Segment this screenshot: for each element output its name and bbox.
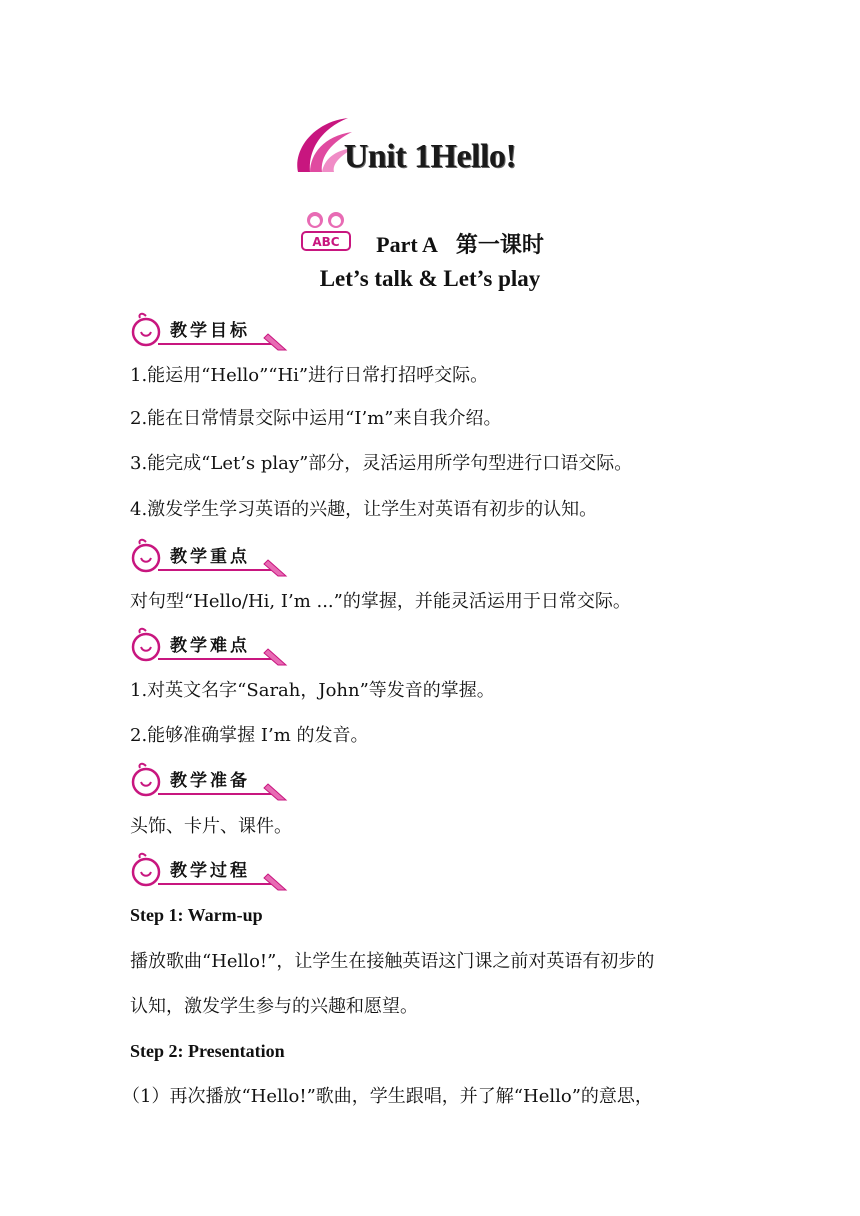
unit-title: [0, 138, 860, 176]
section-title: 教学重点: [170, 547, 250, 567]
objective-item: 2.能在日常情景交际中运用“I’m”来自我介绍。: [130, 408, 502, 429]
section-header-key-points: [128, 538, 290, 578]
section-title: 教学准备: [170, 771, 250, 791]
section-header-objectives: [128, 312, 290, 352]
svg-text:ABC: ABC: [312, 235, 340, 249]
section-title: 教学难点: [170, 636, 250, 656]
difficulty-item: 2.能够准确掌握 I’m 的发音。: [130, 725, 369, 746]
objective-item: 1.能运用“Hello”“Hi”进行日常打招呼交际。: [130, 365, 489, 386]
unit-label: Unit 1: [343, 138, 431, 175]
objective-item: 3.能完成“Let’s play”部分，灵活运用所学句型进行口语交际。: [130, 453, 633, 474]
part-heading: [0, 228, 860, 259]
difficulty-item: 1.对英文名字“Sarah，John”等发音的掌握。: [130, 680, 495, 701]
step-2-text: （1）再次播放“Hello!”歌曲，学生跟唱，并了解“Hello”的意思，: [122, 1086, 653, 1107]
section-header-preparation: [128, 762, 290, 802]
section-title: 教学目标: [170, 321, 250, 341]
step-1-text: 认知，激发学生参与的兴趣和愿望。: [130, 996, 418, 1017]
key-point-item: 对句型“Hello/Hi, I’m ...”的掌握，并能灵活运用于日常交际。: [130, 591, 631, 612]
unit-name: Hello!: [430, 138, 517, 175]
section-header-process: [128, 852, 290, 892]
lesson-label: 第一课时: [455, 233, 544, 258]
section-header-difficulties: [128, 627, 290, 667]
objective-item: 4.激发学生学习英语的兴趣，让学生对英语有初步的认知。: [130, 499, 598, 520]
lesson-subtitle: Let’s talk & Let’s play: [319, 266, 541, 291]
preparation-item: 头饰、卡片、课件。: [130, 816, 292, 837]
step-1-text: 播放歌曲“Hello!”，让学生在接触英语这门课之前对英语有初步的: [130, 951, 655, 972]
step-2-title: Step 2: Presentation: [130, 1041, 285, 1061]
step-1-title: Step 1: Warm-up: [130, 905, 263, 925]
section-title: 教学过程: [170, 861, 250, 881]
part-label: Part A: [376, 232, 438, 257]
